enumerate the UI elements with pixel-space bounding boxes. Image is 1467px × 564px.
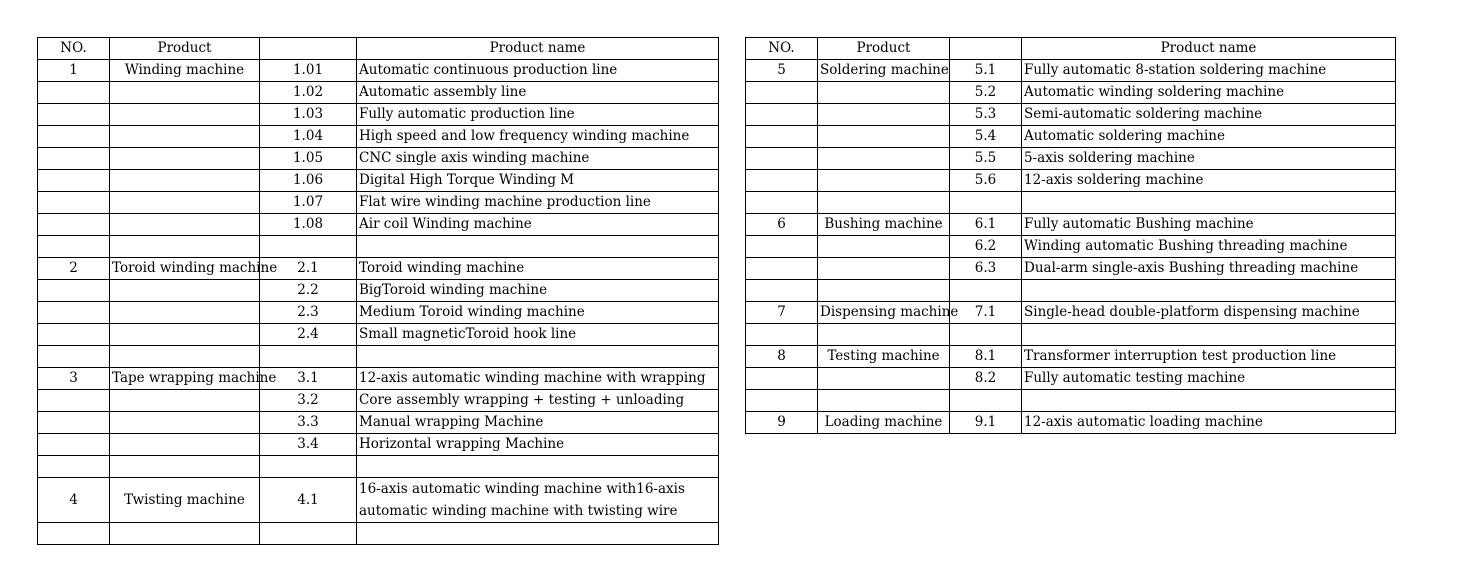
no-cell: 4: [38, 478, 110, 523]
table-row: [746, 170, 1396, 192]
no-cell: [746, 258, 818, 280]
no-cell: [746, 126, 818, 148]
header-code-cell: [260, 38, 357, 60]
code-cell: 5.4: [950, 126, 1022, 148]
table-row: [38, 60, 719, 82]
no-cell: [746, 104, 818, 126]
right-product-table: [745, 37, 1396, 434]
no-cell: [38, 104, 110, 126]
product-cell: Loading machine: [818, 412, 950, 434]
product-name-cell: Manual wrapping Machine: [357, 412, 719, 434]
product-name-cell: 12-axis automatic loading machine: [1022, 412, 1396, 434]
product-cell: [818, 324, 950, 346]
product-name-cell: 12-axis soldering machine: [1022, 170, 1396, 192]
no-cell: 5: [746, 60, 818, 82]
product-name-cell: Automatic assembly line: [357, 82, 719, 104]
code-cell: 1.01: [260, 60, 357, 82]
header-product-cell: Product: [818, 38, 950, 60]
code-cell: 3.4: [260, 434, 357, 456]
code-cell: 1.03: [260, 104, 357, 126]
product-cell: [818, 280, 950, 302]
no-cell: [746, 192, 818, 214]
code-cell: 6.3: [950, 258, 1022, 280]
product-name-cell: Automatic continuous production line: [357, 60, 719, 82]
table-row: [746, 324, 1396, 346]
product-cell: Bushing machine: [818, 214, 950, 236]
table-row: [38, 324, 719, 346]
table-row: [38, 523, 719, 545]
product-cell: [110, 236, 260, 258]
table-row: [746, 148, 1396, 170]
product-cell: [110, 390, 260, 412]
no-cell: [38, 280, 110, 302]
product-cell: [110, 148, 260, 170]
product-name-cell: Digital High Torque Winding M: [357, 170, 719, 192]
code-cell: 8.2: [950, 368, 1022, 390]
product-name-cell: Fully automatic testing machine: [1022, 368, 1396, 390]
code-cell: 1.02: [260, 82, 357, 104]
code-cell: 3.2: [260, 390, 357, 412]
product-name-cell: Horizontal wrapping Machine: [357, 434, 719, 456]
product-name-cell: Medium Toroid winding machine: [357, 302, 719, 324]
product-cell: Soldering machine: [818, 60, 950, 82]
product-name-cell: Single-head double-platform dispensing machine: [1022, 302, 1396, 324]
header-product-name-cell: Product name: [1022, 38, 1396, 60]
product-name-cell: 12-axis automatic winding machine with wrapping: [357, 368, 719, 390]
product-name-cell: Air coil Winding machine: [357, 214, 719, 236]
table-row: [38, 214, 719, 236]
code-cell: 1.07: [260, 192, 357, 214]
table-row: [38, 280, 719, 302]
code-cell: 6.2: [950, 236, 1022, 258]
no-cell: 1: [38, 60, 110, 82]
table-row: [38, 170, 719, 192]
no-cell: [746, 324, 818, 346]
table-row: [746, 236, 1396, 258]
table-row: [746, 390, 1396, 412]
product-name-cell: [357, 456, 719, 478]
no-cell: 7: [746, 302, 818, 324]
code-cell: [950, 280, 1022, 302]
no-cell: [746, 390, 818, 412]
no-cell: [38, 523, 110, 545]
no-cell: [746, 280, 818, 302]
code-cell: [260, 346, 357, 368]
product-cell: [818, 258, 950, 280]
product-cell: Tape wrapping machine: [110, 368, 260, 390]
code-cell: 8.1: [950, 346, 1022, 368]
product-name-cell: Toroid winding machine: [357, 258, 719, 280]
no-cell: 8: [746, 346, 818, 368]
product-name-cell: [1022, 390, 1396, 412]
code-cell: 1.08: [260, 214, 357, 236]
product-cell: [110, 170, 260, 192]
product-cell: [818, 192, 950, 214]
product-name-cell: Semi-automatic soldering machine: [1022, 104, 1396, 126]
left-product-table: [37, 37, 719, 545]
table-row: [746, 258, 1396, 280]
table-row: [38, 412, 719, 434]
code-cell: [950, 324, 1022, 346]
table-row: [38, 390, 719, 412]
product-cell: [110, 280, 260, 302]
product-cell: [110, 523, 260, 545]
table-row: [38, 236, 719, 258]
no-cell: [38, 346, 110, 368]
code-cell: 3.1: [260, 368, 357, 390]
product-name-cell: [1022, 280, 1396, 302]
code-cell: [260, 236, 357, 258]
product-cell: Twisting machine: [110, 478, 260, 523]
product-cell: [818, 390, 950, 412]
table-row: [746, 104, 1396, 126]
no-cell: [38, 412, 110, 434]
header-code-cell: [950, 38, 1022, 60]
right-table-body: [746, 38, 1396, 434]
code-cell: 1.05: [260, 148, 357, 170]
no-cell: [746, 82, 818, 104]
no-cell: [746, 236, 818, 258]
product-cell: [110, 324, 260, 346]
table-row: [38, 148, 719, 170]
no-cell: [38, 126, 110, 148]
table-row: [746, 368, 1396, 390]
header-no-cell: NO.: [38, 38, 110, 60]
code-cell: 1.06: [260, 170, 357, 192]
code-cell: [260, 523, 357, 545]
product-name-cell: Fully automatic 8-station soldering machine: [1022, 60, 1396, 82]
table-row: [38, 456, 719, 478]
table-row: [38, 434, 719, 456]
code-cell: 4.1: [260, 478, 357, 523]
product-name-cell: 5-axis soldering machine: [1022, 148, 1396, 170]
no-cell: [38, 434, 110, 456]
code-cell: [260, 456, 357, 478]
product-name-cell: [1022, 192, 1396, 214]
product-cell: [110, 456, 260, 478]
product-cell: [110, 82, 260, 104]
no-cell: [38, 82, 110, 104]
product-name-cell: Winding automatic Bushing threading machine: [1022, 236, 1396, 258]
no-cell: 3: [38, 368, 110, 390]
header-no-cell: NO.: [746, 38, 818, 60]
code-cell: 2.4: [260, 324, 357, 346]
table-row: [38, 104, 719, 126]
product-name-cell: Automatic winding soldering machine: [1022, 82, 1396, 104]
no-cell: [38, 324, 110, 346]
table-row: [38, 478, 719, 523]
table-row: [38, 302, 719, 324]
no-cell: [38, 148, 110, 170]
product-name-cell: [357, 523, 719, 545]
no-cell: [38, 170, 110, 192]
no-cell: [38, 192, 110, 214]
table-row: [746, 302, 1396, 324]
code-cell: 3.3: [260, 412, 357, 434]
product-cell: [818, 82, 950, 104]
code-cell: 7.1: [950, 302, 1022, 324]
code-cell: 1.04: [260, 126, 357, 148]
product-cell: Winding machine: [110, 60, 260, 82]
no-cell: [38, 390, 110, 412]
left-table-body: [38, 38, 719, 545]
header-row: [38, 38, 719, 60]
product-cell: [818, 236, 950, 258]
code-cell: [950, 390, 1022, 412]
product-name-cell: Automatic soldering machine: [1022, 126, 1396, 148]
no-cell: [38, 456, 110, 478]
product-name-cell: [357, 236, 719, 258]
product-cell: Testing machine: [818, 346, 950, 368]
table-row: [746, 214, 1396, 236]
header-row: [746, 38, 1396, 60]
product-name-cell: [1022, 324, 1396, 346]
table-row: [38, 258, 719, 280]
no-cell: [746, 368, 818, 390]
no-cell: [746, 170, 818, 192]
product-name-cell: Transformer interruption test production line: [1022, 346, 1396, 368]
product-name-cell: CNC single axis winding machine: [357, 148, 719, 170]
table-row: [38, 192, 719, 214]
no-cell: [746, 148, 818, 170]
table-row: [38, 346, 719, 368]
code-cell: 2.3: [260, 302, 357, 324]
product-cell: [818, 148, 950, 170]
code-cell: 9.1: [950, 412, 1022, 434]
product-cell: [110, 302, 260, 324]
code-cell: [950, 192, 1022, 214]
no-cell: 2: [38, 258, 110, 280]
no-cell: [38, 236, 110, 258]
table-row: [38, 368, 719, 390]
table-row: [746, 280, 1396, 302]
table-row: [746, 126, 1396, 148]
code-cell: 5.5: [950, 148, 1022, 170]
product-cell: [110, 412, 260, 434]
code-cell: 5.2: [950, 82, 1022, 104]
product-name-cell: Fully automatic production line: [357, 104, 719, 126]
product-cell: [818, 126, 950, 148]
table-row: [746, 60, 1396, 82]
no-cell: 6: [746, 214, 818, 236]
product-cell: [110, 104, 260, 126]
product-cell: [110, 214, 260, 236]
product-name-cell: Fully automatic Bushing machine: [1022, 214, 1396, 236]
product-name-cell: Core assembly wrapping + testing + unloading: [357, 390, 719, 412]
product-cell: [110, 434, 260, 456]
no-cell: [38, 214, 110, 236]
code-cell: 6.1: [950, 214, 1022, 236]
table-row: [38, 126, 719, 148]
table-row: [38, 82, 719, 104]
product-cell: Dispensing machine: [818, 302, 950, 324]
code-cell: 5.6: [950, 170, 1022, 192]
product-name-cell: Flat wire winding machine production line: [357, 192, 719, 214]
product-cell: [110, 192, 260, 214]
code-cell: 2.2: [260, 280, 357, 302]
table-row: [746, 412, 1396, 434]
product-cell: Toroid winding machine: [110, 258, 260, 280]
code-cell: 5.1: [950, 60, 1022, 82]
table-row: [746, 192, 1396, 214]
header-product-name-cell: Product name: [357, 38, 719, 60]
no-cell: 9: [746, 412, 818, 434]
header-product-cell: Product: [110, 38, 260, 60]
product-cell: [818, 104, 950, 126]
product-cell: [110, 126, 260, 148]
product-name-cell: Small magneticToroid hook line: [357, 324, 719, 346]
product-name-cell: 16-axis automatic winding machine with16-axis automatic winding machine with twisting wire: [357, 478, 719, 523]
code-cell: 2.1: [260, 258, 357, 280]
table-row: [746, 82, 1396, 104]
table-row: [746, 346, 1396, 368]
product-cell: [110, 346, 260, 368]
no-cell: [38, 302, 110, 324]
product-name-cell: Dual-arm single-axis Bushing threading machine: [1022, 258, 1396, 280]
product-name-cell: BigToroid winding machine: [357, 280, 719, 302]
product-cell: [818, 368, 950, 390]
product-name-cell: [357, 346, 719, 368]
code-cell: 5.3: [950, 104, 1022, 126]
product-cell: [818, 170, 950, 192]
product-name-cell: High speed and low frequency winding machine: [357, 126, 719, 148]
